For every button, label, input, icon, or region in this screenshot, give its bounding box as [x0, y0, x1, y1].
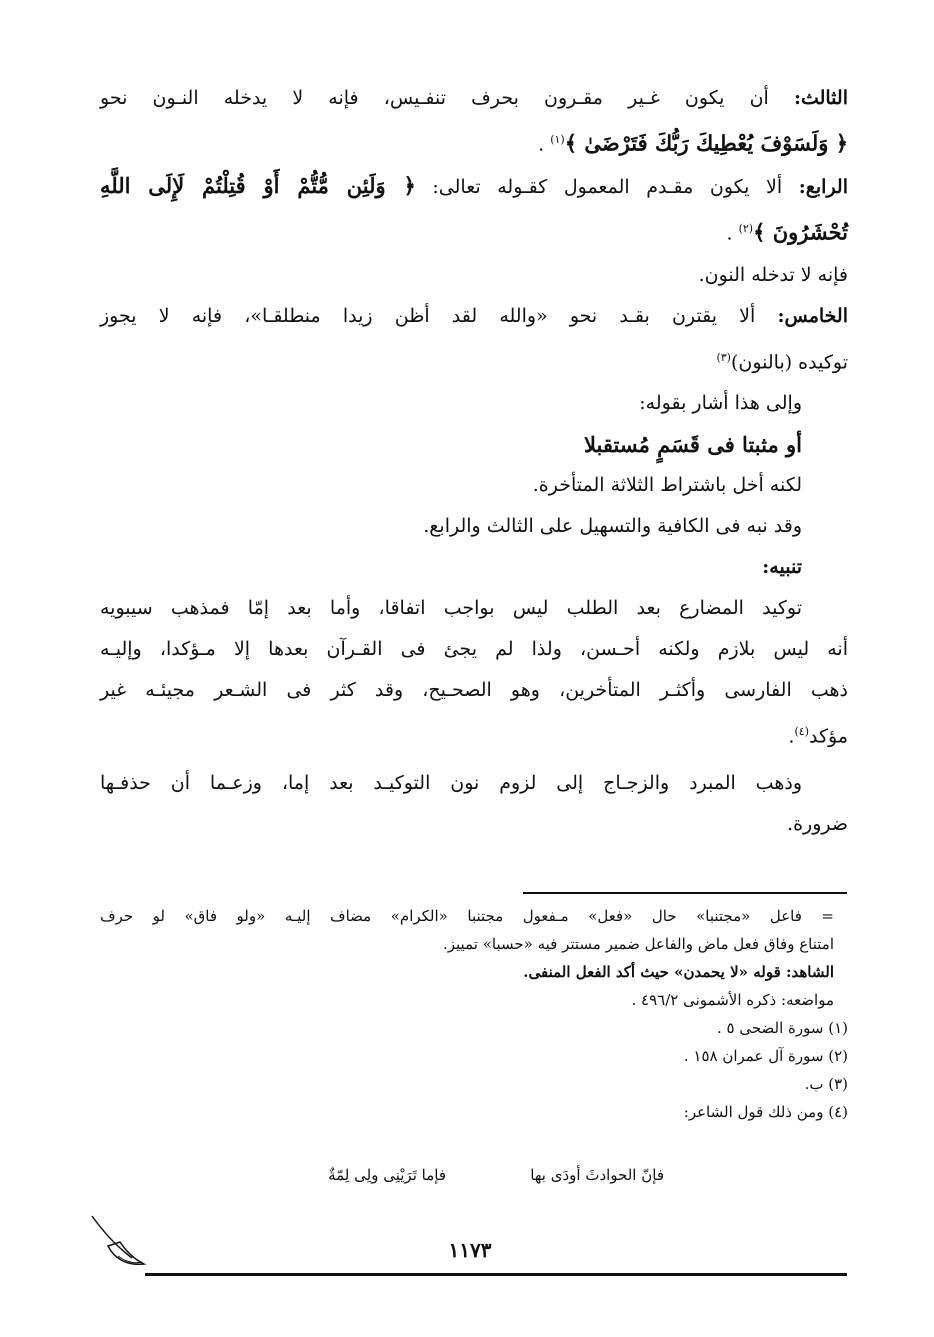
- footnote-line: امتناع وفاق فعل ماض والفاعل ضمير مستتر فيه «حسبا» تمييز.: [442, 935, 834, 953]
- page-number: ١١٧٣: [448, 1238, 492, 1262]
- text-span: مؤكد: [808, 725, 848, 748]
- line-14: أنه ليس بلازم ولكنه أحـسن، ولذا لم يجئ فى القـرآن بعدها إلا مـؤكدا، وإليـه: [100, 637, 849, 660]
- section-heading-fifth: الخامس:: [777, 304, 848, 327]
- quran-verse: ﴿ وَلَسَوْفَ يُعْطِيكَ رَبُّكَ فَتَرْضَىٰ ﴾: [564, 130, 848, 156]
- text-span: أن يكون غـير مقـرون بحرف تنفـيس، فإنه لا يدخله النـون نحو: [100, 87, 794, 109]
- line-11: وقد نبه فى الكافية والتسهيل على الثالث والرابع.: [423, 514, 802, 537]
- footnote-line: الشاهد: قوله «لا يحمدن» حيث أكد الفعل المنفى.: [523, 963, 834, 981]
- line-4: [100, 208, 848, 254]
- section-heading-third: الثالث:: [793, 87, 848, 109]
- notice-heading: تنبيه:: [762, 555, 802, 578]
- footnote-2: (٢) سورة آل عمران ١٥٨ .: [683, 1047, 848, 1065]
- footnote-divider: [523, 892, 847, 894]
- quran-verse: تُحْشَرُونَ ﴾: [753, 219, 848, 245]
- footnote-ref: (١): [550, 133, 565, 146]
- text-span: .: [538, 133, 551, 156]
- line-3: [100, 165, 848, 208]
- line-7: [100, 337, 848, 383]
- line-6: [100, 296, 848, 337]
- line-8: وإلى هذا أشار بقوله:: [639, 391, 802, 414]
- poem-hemistich-second: فإنّ الحوادثَ أودَى بها: [530, 1166, 664, 1184]
- text-span: ألا يقترن بقـد نحو «والله لقد أظن زيدا منطلقـا»، فإنه لا يجوز: [100, 304, 778, 327]
- quran-verse: ﴿ وَلَئِن مُّتُّمْ أَوْ قُتِلْتُمْ لَإِلَى اللَّهِ: [100, 173, 416, 199]
- footnote-line: = فاعل «مجتنبا» حال «فعل» مـفعول مجتنبا «الكرام» مضاف إليـه «ولو فاق» لو حرف: [100, 907, 834, 925]
- footnote-ref: (٣): [716, 350, 731, 364]
- quill-ornament-icon: [88, 1212, 158, 1272]
- line-16: [100, 711, 848, 757]
- line-13: توكيد المضارع بعد الطلب ليس بواجب اتفاقا، وأما بعد إمّا فمذهب سيبويه: [100, 596, 802, 619]
- footnote-ref: (٤): [794, 724, 809, 738]
- footnote-1: (١) سورة الضحى ٥ .: [716, 1019, 848, 1037]
- text-span: .: [788, 725, 795, 748]
- verse-line: أو مثبتا فى قَسَمٍ مُستقبلا: [584, 431, 802, 457]
- footnote-3: (٣) ب.: [804, 1075, 848, 1093]
- poem-hemistich-first: فإما تَرَيْنِى ولِى لِمّةٌ: [328, 1166, 446, 1184]
- line-1: [100, 78, 848, 119]
- line-10: لكنه أخل باشتراط الثلاثة المتأخرة.: [532, 473, 802, 496]
- footnote-ref: (٢): [738, 222, 754, 236]
- footnotes: [100, 902, 848, 1126]
- main-text: [100, 78, 848, 845]
- text-span: .: [726, 222, 739, 245]
- footer-divider: [145, 1273, 847, 1276]
- section-heading-fourth: الرابع:: [798, 176, 848, 199]
- line-2: [100, 119, 848, 165]
- text-span: ألا يكون مقـدم المعمول كقـوله تعالى:: [415, 176, 799, 199]
- line-15: ذهب الفارسى وأكثـر المتأخرين، وهو الصحـيح، وقد كثر فى الشـعر مجيئـه غير: [100, 678, 848, 701]
- line-17: وذهب المبرد والزجـاج إلى لزوم نون التوكيـد بعد إما، وزعـما أن حذفـها: [100, 772, 802, 795]
- footnote-line: مواضعه: ذكره الأشمونى ٤٩٦/٢ .: [631, 991, 834, 1009]
- line-5: فإنه لا تدخله النون.: [698, 263, 848, 286]
- line-18: ضرورة.: [787, 813, 848, 836]
- text-span: توكيده (بالنون): [730, 350, 848, 373]
- footnote-4: (٤) ومن ذلك قول الشاعر:: [683, 1103, 848, 1121]
